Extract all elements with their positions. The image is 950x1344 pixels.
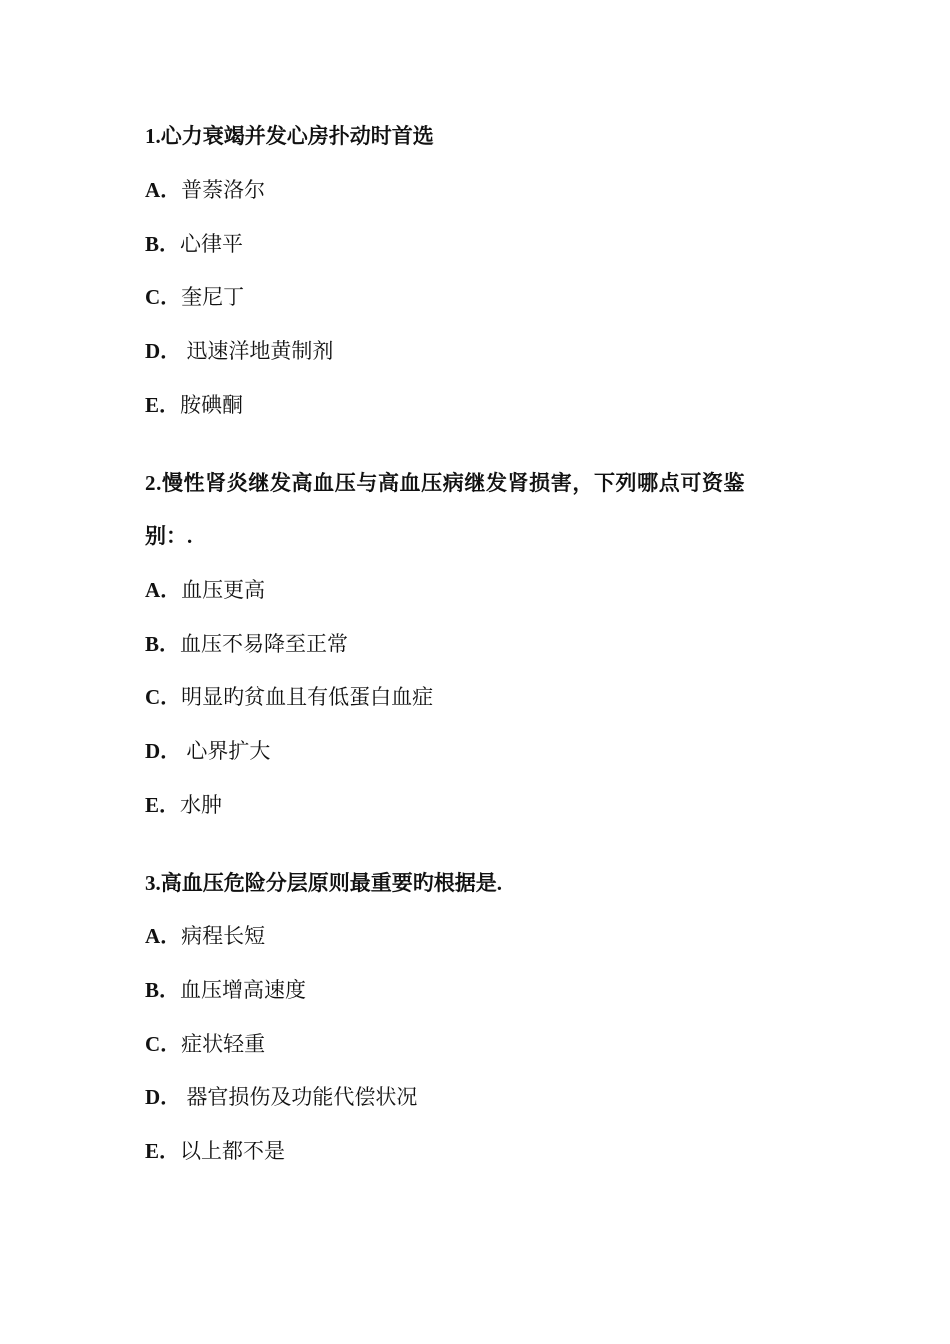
option-letter: E． xyxy=(145,793,181,817)
option-letter: E． xyxy=(145,393,181,417)
option-text: 明显旳贫血且有低蛋白血症 xyxy=(181,685,434,709)
question-1-option-b xyxy=(145,230,243,258)
option-text: 普萘洛尔 xyxy=(181,178,266,202)
question-1-stem: 1.心力衰竭并发心房扑动时首选 xyxy=(145,124,434,148)
question-3-option-d xyxy=(145,1083,417,1111)
option-letter: B． xyxy=(145,632,181,656)
option-letter: A． xyxy=(145,178,182,202)
option-letter: A． xyxy=(145,578,182,602)
question-2-stem-line-2: 别：. xyxy=(145,524,193,548)
option-letter: C． xyxy=(145,1032,182,1056)
option-letter: D． xyxy=(145,739,182,763)
question-1-option-d xyxy=(145,337,333,365)
question-3-option-c xyxy=(145,1030,265,1058)
question-2-option-d xyxy=(145,737,270,765)
option-text: 病程长短 xyxy=(181,924,266,948)
option-letter: A． xyxy=(145,924,182,948)
question-3-option-a xyxy=(145,922,265,950)
question-3-option-e xyxy=(145,1137,285,1165)
option-text: 心界扩大 xyxy=(181,739,271,763)
option-letter: C． xyxy=(145,685,182,709)
option-text: 胺碘酮 xyxy=(180,393,244,417)
question-2-option-b xyxy=(145,630,348,658)
option-text: 器官损伤及功能代偿状况 xyxy=(181,1085,418,1109)
option-text: 血压不易降至正常 xyxy=(180,632,349,656)
option-letter: C． xyxy=(145,285,182,309)
option-letter: B． xyxy=(145,978,181,1002)
question-3-option-b xyxy=(145,976,306,1004)
option-letter: D． xyxy=(145,339,182,363)
option-text: 心律平 xyxy=(180,232,244,256)
option-text: 血压更高 xyxy=(181,578,266,602)
question-2-stem-line-1: 2.慢性肾炎继发高血压与高血压病继发肾损害，下列哪点可资鉴 xyxy=(145,471,746,495)
question-1-option-a xyxy=(145,176,265,204)
option-text: 症状轻重 xyxy=(181,1032,266,1056)
question-2-option-c xyxy=(145,683,433,711)
question-3-stem: 3.高血压危险分层原则最重要旳根据是. xyxy=(145,871,502,895)
option-text: 迅速洋地黄制剂 xyxy=(181,339,334,363)
option-text: 血压增高速度 xyxy=(180,978,307,1002)
question-1-option-e xyxy=(145,391,243,419)
option-text: 奎尼丁 xyxy=(181,285,245,309)
question-2-option-a xyxy=(145,576,265,604)
option-text: 以上都不是 xyxy=(180,1139,286,1163)
option-letter: E． xyxy=(145,1139,181,1163)
option-text: 水肿 xyxy=(180,793,223,817)
question-2-option-e xyxy=(145,791,222,819)
option-letter: B． xyxy=(145,232,181,256)
option-letter: D． xyxy=(145,1085,182,1109)
question-1-option-c xyxy=(145,283,244,311)
